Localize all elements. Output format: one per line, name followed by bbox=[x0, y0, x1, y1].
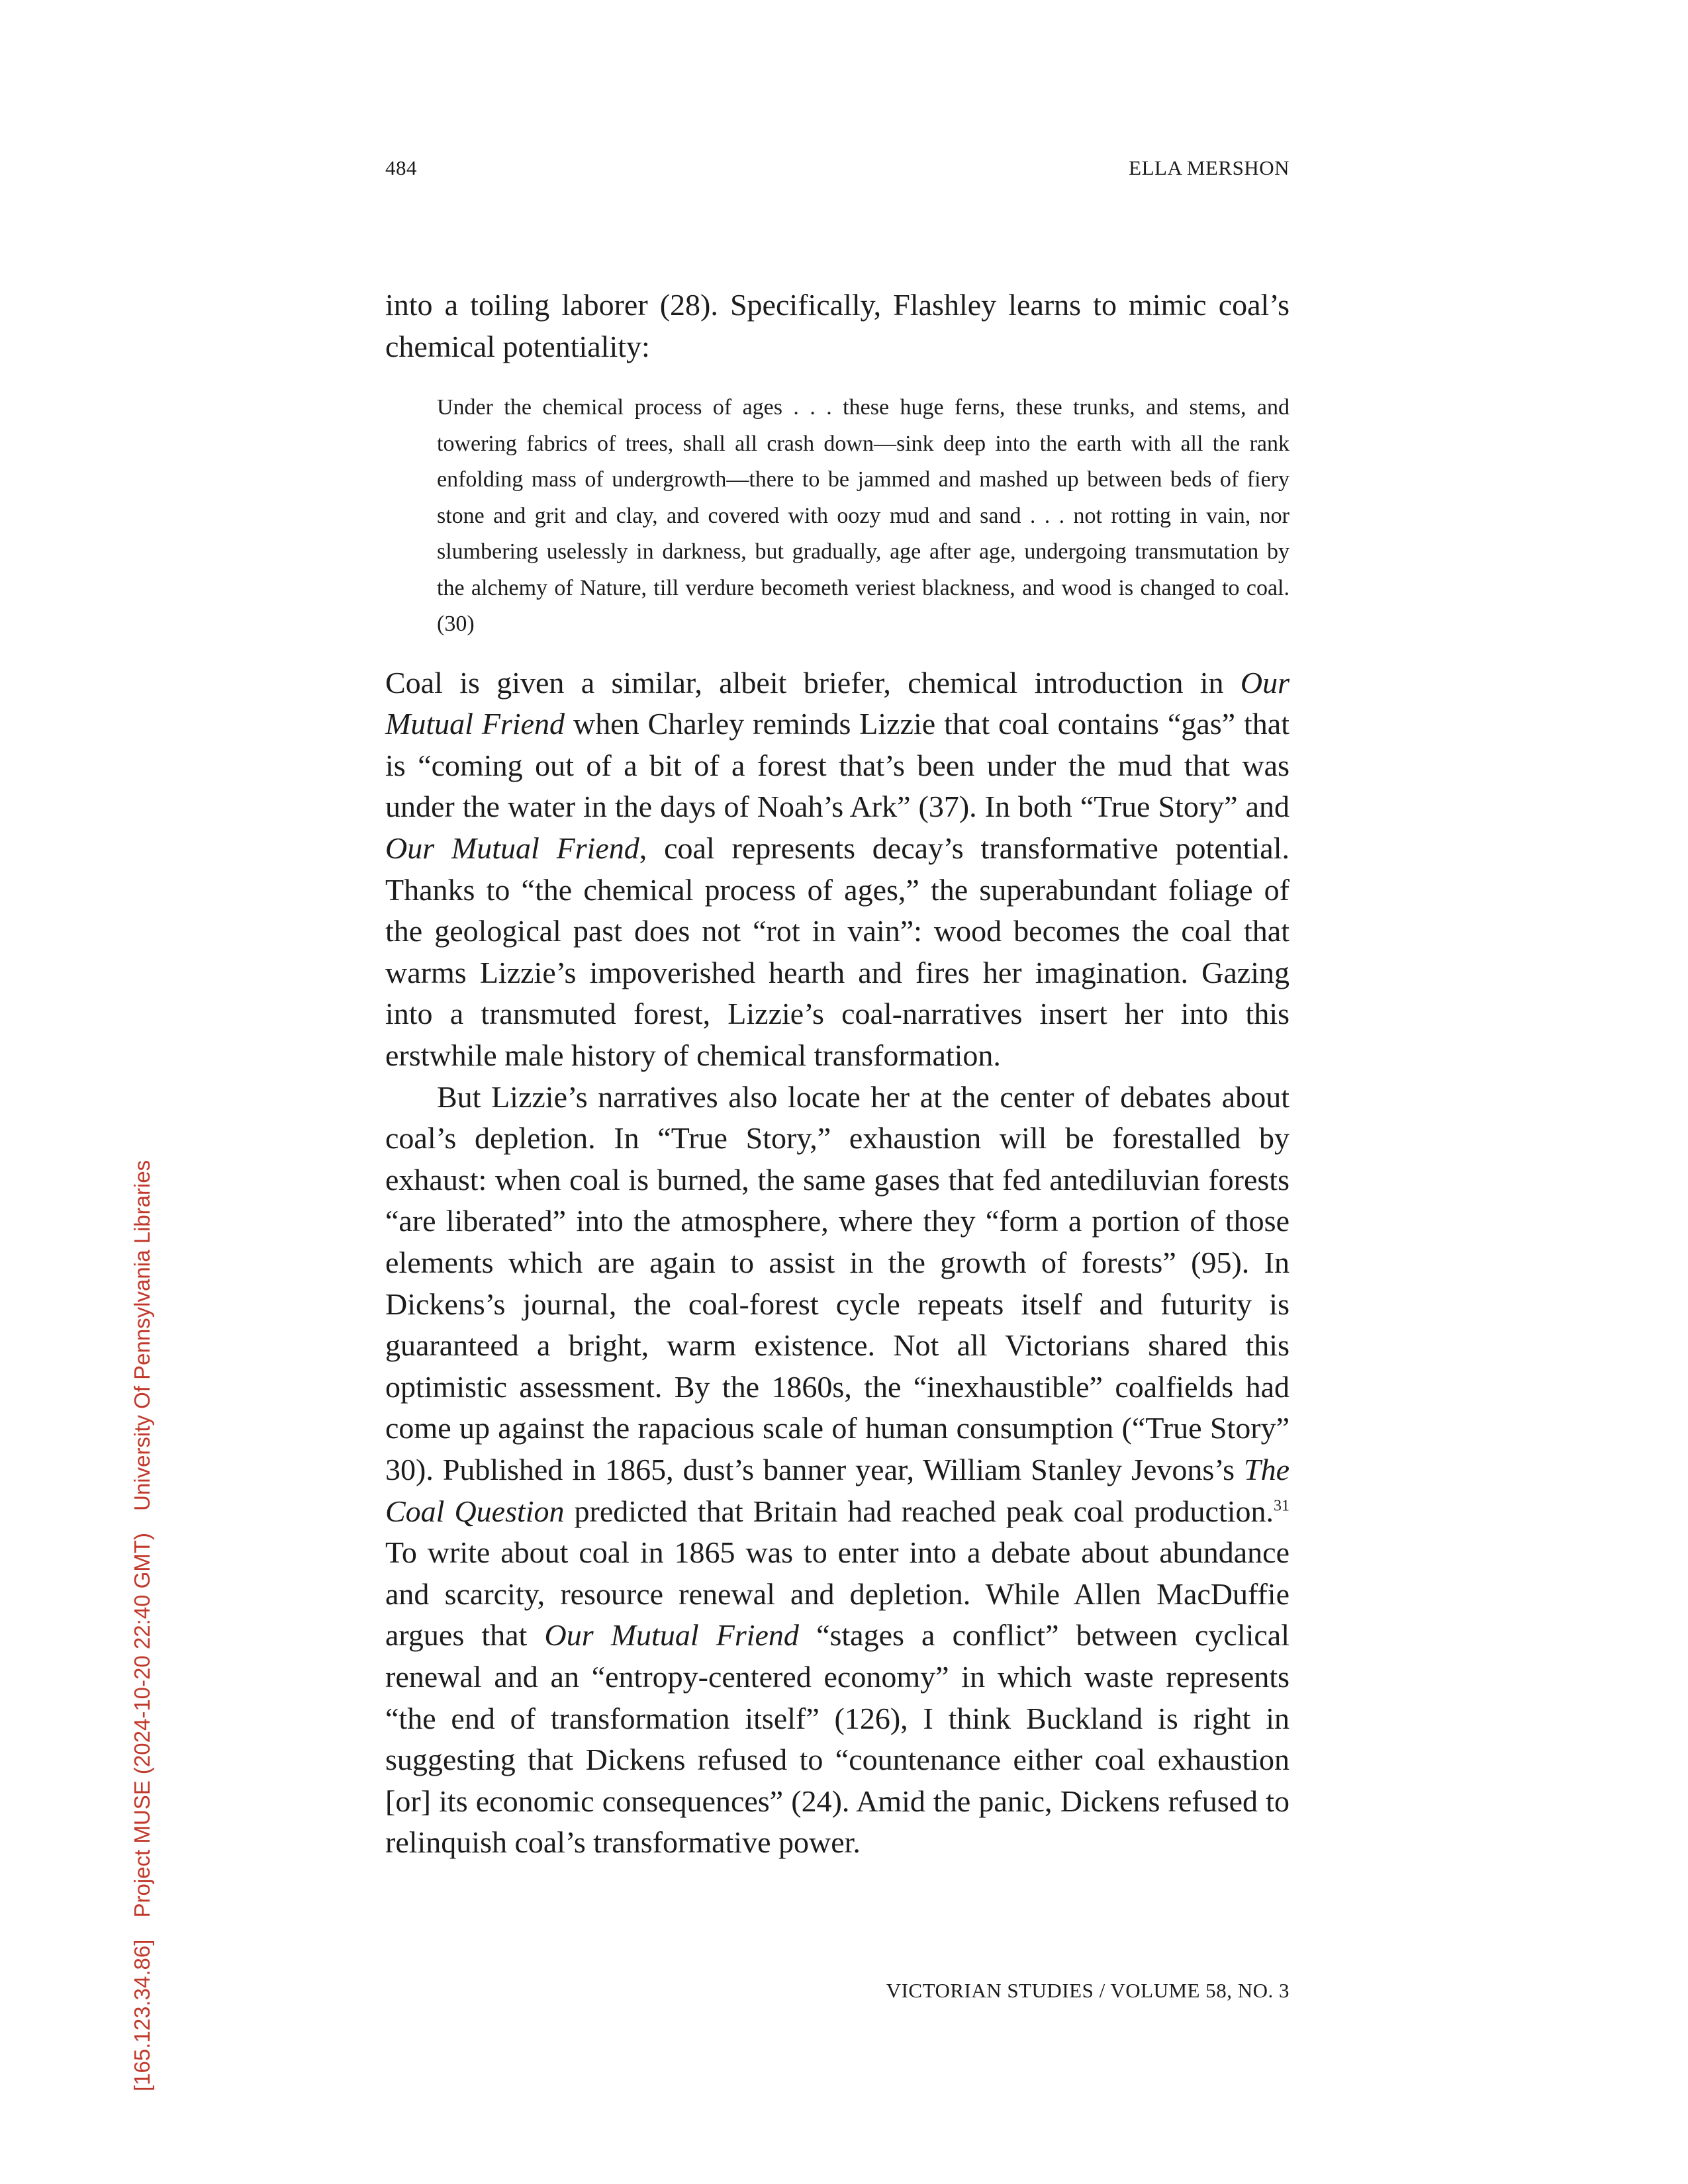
paragraph-2-text-2: when Charley reminds Lizzie that coal contains “gas” that is “coming out of a bit of a forest that’s been under the mud that was under the water in the days of Noah’s Ark” (37). In both “True Story” and bbox=[385, 707, 1289, 824]
paragraph-3-title-2: Our Mutual Friend bbox=[544, 1618, 799, 1653]
paragraph-2-text-3: , coal represents decay’s transformative potential. Thanks to “the chemical process of ages,” the superabundant foliage of the geological past does not “rot in vain”: wood becomes the coal that warms Lizzie’s impoverished hearth and fires her imagination. Gazing into a transmuted forest, Lizzie’s coal-narratives insert her into this erstwhile male history of chemical transformation. bbox=[385, 831, 1289, 1073]
running-head-author: ELLA MERSHON bbox=[1129, 156, 1289, 179]
watermark-source: Project MUSE (2024-10-20 22:40 GMT) bbox=[130, 1533, 154, 1918]
footnote-marker[interactable]: 31 bbox=[1274, 1497, 1290, 1515]
paragraph-2-title-2: Our Mutual Friend bbox=[385, 831, 639, 866]
paragraph-2-text-1: Coal is given a similar, albeit briefer, chemical introduction in bbox=[385, 665, 1241, 700]
paragraph-3-text-4: “stages a conflict” between cyclical renewal and an “entropy-centered economy” in which waste represents “the end of transformation itself” (126), I think Buckland is right in suggesting that Dickens refused to “countenance either coal exhaustion [or] its economic consequences” (24). Amid the panic, Dickens refused to relinquish coal’s transformative power. bbox=[385, 1618, 1290, 1860]
watermark-institution: University Of Pennsylvania Libraries bbox=[130, 1160, 154, 1511]
paragraph-3-text-3: To write about coal in 1865 was to enter into a debate about abundance and scarcity, resource renewal and depletion. While Allen MacDuffie argues that bbox=[385, 1535, 1289, 1653]
paragraph-2 bbox=[385, 662, 1289, 1077]
block-quote: Under the chemical process of ages . . . these huge ferns, these trunks, and stems, and towering fabrics of trees, shall all crash down—sink deep into the earth with all the rank enfolding mass of undergrowth—there to be jammed and mashed up between beds of fiery stone and grit and clay, and covered with oozy mud and sand . . . not rotting in vain, nor slumbering uselessly in darkness, but gradually, age after age, undergoing transmutation by the alchemy of Nature, till verdure becometh veriest blackness, and wood is changed to coal. (30) bbox=[437, 395, 1289, 637]
running-head bbox=[385, 156, 1289, 180]
paragraph-3 bbox=[385, 1077, 1289, 1864]
paragraph-3-text-2: predicted that Britain had reached peak coal production. bbox=[564, 1494, 1274, 1528]
paragraph-3-title-1: The Coal Question bbox=[385, 1452, 1289, 1528]
watermark-ip: [165.123.34.86] bbox=[130, 1939, 154, 2091]
journal-footer: VICTORIAN STUDIES / VOLUME 58, NO. 3 bbox=[886, 1979, 1289, 2002]
page-number: 484 bbox=[385, 156, 417, 179]
paragraph-3-text-1: But Lizzie’s narratives also locate her at the center of debates about coal’s depletion. In “True Story,” exhaustion will be forestalled by exhaust: when coal is burned, the same gases that fed antediluvian forests “are liberated” into the atmosphere, where they “form a portion of those elements which are again to assist in the growth of forests” (95). In Dickens’s journal, the coal-forest cycle repeats itself and futurity is guaranteed a bright, warm existence. Not all Victorians shared this optimistic assessment. By the 1860s, the “inexhaustible” coalfields had come up against the rapacious scale of human consumption (“True Story” 30). Published in 1865, dust’s banner year, William Stanley Jevons’s bbox=[385, 1079, 1289, 1486]
article-body bbox=[385, 285, 1289, 1864]
paragraph-1: into a toiling laborer (28). Specifically, Flashley learns to mimic coal’s chemical potentiality: bbox=[385, 288, 1289, 363]
paragraph-2-title-1: Our Mutual Friend bbox=[385, 665, 1289, 741]
download-watermark bbox=[130, 1144, 155, 2091]
